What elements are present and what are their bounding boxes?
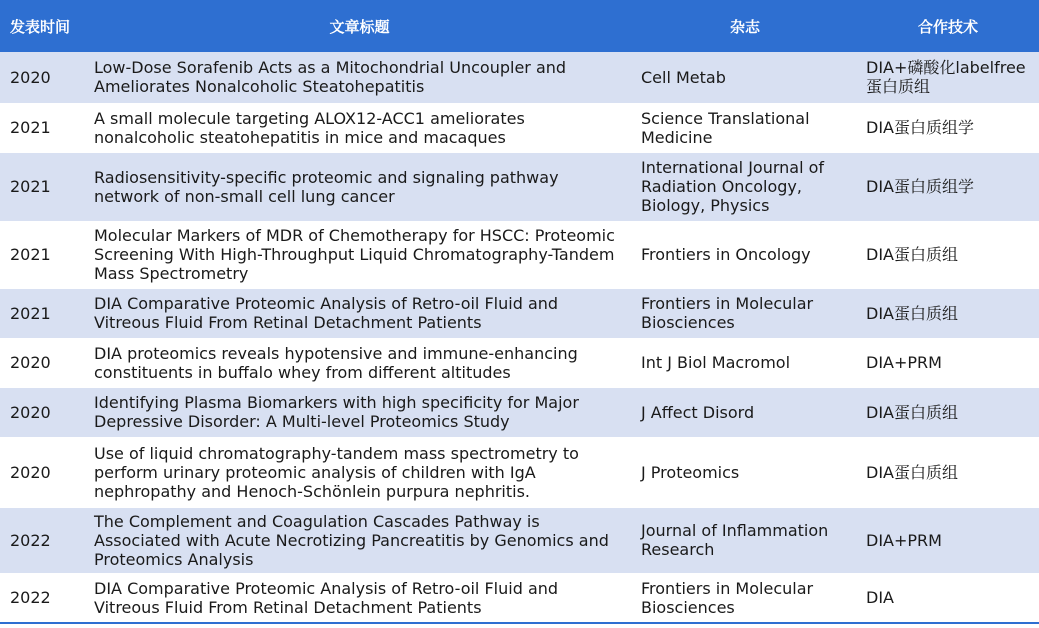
cell-tech: DIA蛋白质组 (857, 221, 1039, 288)
cell-tech: DIA蛋白质组 (857, 437, 1039, 507)
cell-year: 2022 (0, 507, 86, 573)
cell-tech: DIA蛋白质组学 (857, 152, 1039, 221)
table-row (0, 507, 1039, 573)
cell-title: The Complement and Coagulation Cascades Pathway is Associated with Acute Necrotizing Pancreatitis by Genomics and Proteomics Analysis (86, 507, 633, 573)
table-row (0, 437, 1039, 507)
cell-journal: International Journal of Radiation Oncology, Biology, Physics (633, 152, 857, 221)
header-year: 发表时间 (10, 17, 71, 36)
table-row (0, 387, 1039, 437)
cell-year: 2020 (0, 387, 86, 437)
cell-year: 2021 (0, 288, 86, 338)
cell-title: Radiosensitivity-specific proteomic and signaling pathway network of non-small cell lung cancer (86, 152, 633, 221)
cell-tech: DIA (857, 573, 1039, 623)
cell-year: 2020 (0, 52, 86, 103)
cell-journal: J Proteomics (633, 437, 857, 507)
cell-journal: Frontiers in Molecular Biosciences (633, 288, 857, 338)
cell-year: 2021 (0, 221, 86, 288)
cell-journal: Journal of Inflammation Research (633, 507, 857, 573)
cell-title: DIA Comparative Proteomic Analysis of Retro-oil Fluid and Vitreous Fluid From Retinal Detachment Patients (86, 288, 633, 338)
cell-journal: J Affect Disord (633, 387, 857, 437)
cell-title: Molecular Markers of MDR of Chemotherapy for HSCC: Proteomic Screening With High-Throughput Liquid Chromatography-Tandem Mass Spectrometry (86, 221, 633, 288)
cell-title: DIA Comparative Proteomic Analysis of Retro-oil Fluid and Vitreous Fluid From Retinal Detachment Patients (86, 573, 633, 623)
table-row (0, 573, 1039, 623)
cell-title: Use of liquid chromatography-tandem mass spectrometry to perform urinary proteomic analysis of children with IgA nephropathy and Henoch-Schönlein purpura nephritis. (86, 437, 633, 507)
cell-tech: DIA蛋白质组学 (857, 103, 1039, 152)
cell-tech: DIA+PRM (857, 507, 1039, 573)
cell-year: 2021 (0, 103, 86, 152)
cell-year: 2022 (0, 573, 86, 623)
cell-tech: DIA蛋白质组 (857, 288, 1039, 338)
table-row (0, 52, 1039, 103)
cell-journal: Science Translational Medicine (633, 103, 857, 152)
header-journal: 杂志 (729, 17, 760, 36)
table-body (0, 52, 1039, 623)
cell-journal: Cell Metab (633, 52, 857, 103)
cell-title: A small molecule targeting ALOX12-ACC1 ameliorates nonalcoholic steatohepatitis in mice and macaques (86, 103, 633, 152)
cell-year: 2021 (0, 152, 86, 221)
table-header (0, 0, 1039, 52)
cell-year: 2020 (0, 338, 86, 387)
cell-title: Identifying Plasma Biomarkers with high specificity for Major Depressive Disorder: A Multi-level Proteomics Study (86, 387, 633, 437)
header-row (0, 0, 1039, 52)
cell-title: Low-Dose Sorafenib Acts as a Mitochondrial Uncoupler and Ameliorates Nonalcoholic Steatohepatitis (86, 52, 633, 103)
cell-journal: Int J Biol Macromol (633, 338, 857, 387)
header-title: 文章标题 (329, 17, 390, 36)
cell-journal: Frontiers in Oncology (633, 221, 857, 288)
cell-tech: DIA+PRM (857, 338, 1039, 387)
cell-title: DIA proteomics reveals hypotensive and immune-enhancing constituents in buffalo whey from different altitudes (86, 338, 633, 387)
cell-year: 2020 (0, 437, 86, 507)
table-row (0, 338, 1039, 387)
table-row (0, 152, 1039, 221)
table-row (0, 103, 1039, 152)
cell-tech: DIA蛋白质组 (857, 387, 1039, 437)
table-row (0, 288, 1039, 338)
cell-journal: Frontiers in Molecular Biosciences (633, 573, 857, 623)
header-tech: 合作技术 (917, 17, 978, 36)
table-row (0, 221, 1039, 288)
cell-tech: DIA+磷酸化labelfree蛋白质组 (857, 52, 1039, 103)
